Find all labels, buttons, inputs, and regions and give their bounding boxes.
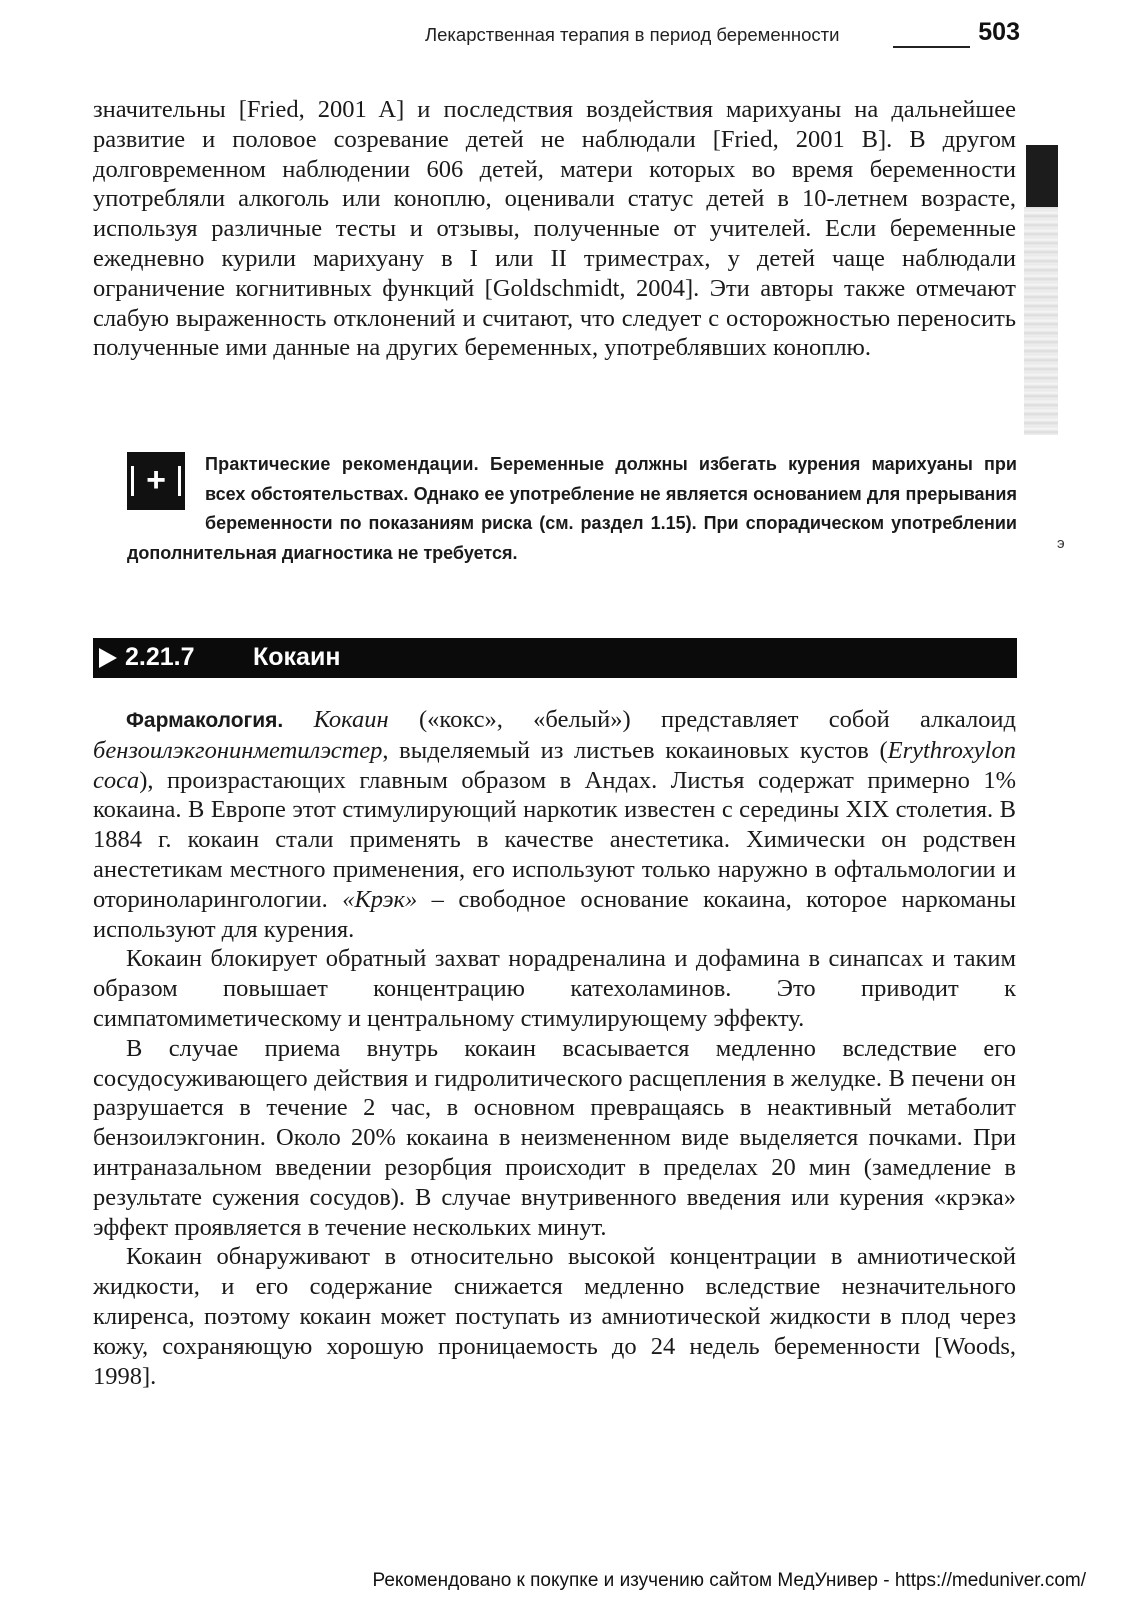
- intro-paragraph: значительны [Fried, 2001 A] и последствия воздействия марихуаны на дальнейшее развитие и половое созревание детей не наблюдали [Fried, 2001 B]. В другом долговременном наблюдении 606 детей, матери которых во время беременности употребляли алкоголь или коноплю, оценивали статус детей в 10-летнем возрасте, используя различные тесты и отзывы, полученные от учителей. Если беременные ежедневно курили марихуану в I или II триместрах, у детей чаще наблюдали ограничение когнитивных функций [Goldschmidt, 2004]. Эти авторы также отмечают слабую выраженность отклонений и считают, что следует с осторожностью переносить полученные ими данные на других беременных, употреблявших коноплю.: [93, 96, 1016, 362]
- margin-thumb-tab: [1026, 145, 1058, 207]
- term-crack: «Крэк»: [342, 885, 418, 913]
- p1-text-4: ), произрастающих главным образом в Андах. Листья содержат примерно 1% кокаина. В Европе этот стимулирующий наркотик известен с середины XIX столетия. В 1884 г. кокаин стали применять в качестве анестетика. Химически он родствен анестетикам местного применения, его используют только наружно в офтальмологии и оториноларингологии.: [93, 766, 1016, 913]
- paragraph-absorption: В случае приема внутрь кокаин всасывается медленно вследствие его сосудосуживающего действия и гидролитического расщепления в желудке. В печени он разрушается в течение 2 час, в основном превращаясь в неактивный метаболит бензоилэкгонин. Около 20% кокаина в неизмененном виде выделяется почками. При интраназальном введении резорбция происходит в пределах 20 мин (замедление в результате сужения сосудов). В случае внутривенного введения или курения «крэка» эффект проявляется в течение нескольких минут.: [93, 1034, 1016, 1241]
- section-heading: [93, 638, 1017, 678]
- running-header: [425, 18, 1020, 52]
- recommendation-text: Беременные должны избегать курения марихуаны при всех обстоятельствах. Однако ее употребление не является основанием для прерывания беременности по показаниям риска (см. раздел 1.15). При спорадическом употреблении дополнительная диагностика не требуется.: [127, 454, 1017, 563]
- p1-text-5: – свободное основание кокаина, которое наркоманы используют для курения.: [93, 885, 1016, 943]
- plus-box-icon: +: [127, 452, 185, 510]
- running-header-title: Лекарственная терапия в период беременности: [425, 24, 840, 45]
- recommendation-box: [127, 450, 1017, 568]
- recommendation-lead: Практические рекомендации.: [205, 454, 479, 474]
- pharmacology-lead: Фармакология.: [126, 709, 284, 732]
- term-cocaine: Кокаин: [313, 706, 389, 733]
- intro-paragraph-block: [93, 95, 1016, 363]
- p1-text-3: , выделяемый из листьев кокаиновых кустов (: [382, 736, 888, 764]
- header-rule: [893, 46, 970, 48]
- section-number: 2.21.7: [125, 643, 195, 671]
- paragraph-amniotic: Кокаин обнаруживают в относительно высокой концентрации в амниотической жидкости, и его содержание снижается медленно вследствие незначительного клиренса, поэтому кокаин может поступать из амниотической жидкости в плод через кожу, сохраняющую хорошую проницаемость до 24 недель беременности [Woods, 1998].: [93, 1243, 1016, 1390]
- footer-link[interactable]: Рекомендовано к покупке и изучению сайтом МедУнивер - https://meduniver.com/: [372, 1570, 1086, 1591]
- p1-text-1: [283, 706, 313, 733]
- term-alkaloid: бензоилэкгонинметилэстер: [93, 736, 383, 764]
- p1-text-2: («кокс», «белый») представляет собой алкалоид: [388, 706, 1017, 733]
- section-title: Кокаин: [253, 643, 341, 671]
- triangle-right-icon: [99, 648, 117, 668]
- margin-stray-character: э: [1057, 535, 1065, 552]
- term-plant: Erythroxylon coca: [93, 736, 1016, 794]
- paragraph-pharmacology: [93, 705, 1016, 944]
- page-number: 503: [978, 18, 1020, 46]
- paragraph-mechanism: Кокаин блокирует обратный захват норадреналина и дофамина в синапсах и таким образом повышает концентрацию катехоламинов. Это приводит к симпатомиметическому и центральному стимулирующему эффекту.: [93, 945, 1016, 1032]
- margin-scan-artifact: [1024, 207, 1058, 435]
- body-text: [93, 705, 1016, 1391]
